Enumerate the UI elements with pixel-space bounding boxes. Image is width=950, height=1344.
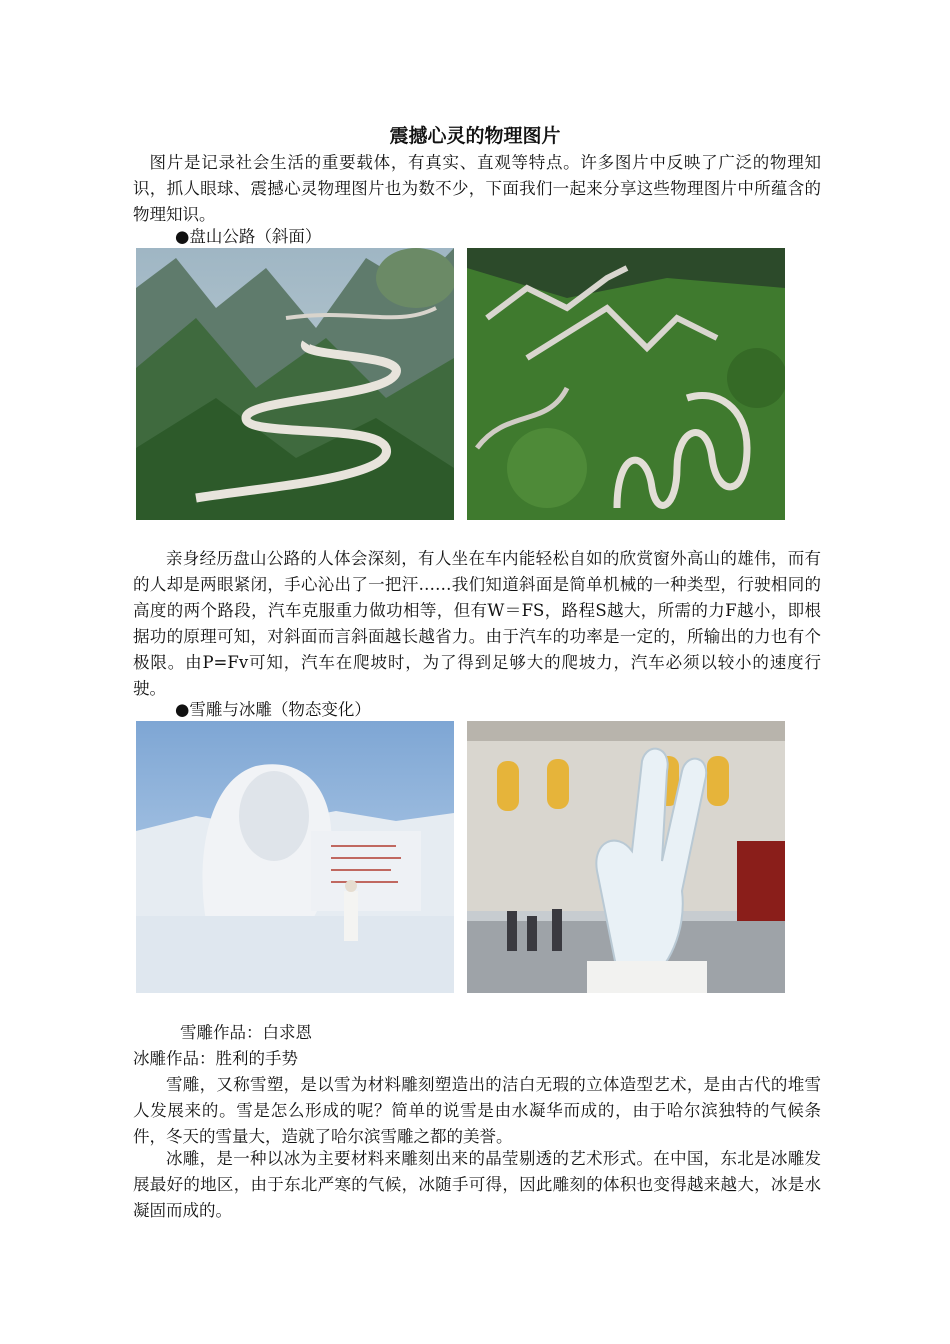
ice-sculpture-caption: 冰雕作品：胜利的手势 xyxy=(133,1049,298,1068)
page-title: 震撼心灵的物理图片 xyxy=(389,125,561,147)
section-heading-mountain-road: ●盘山公路（斜面） xyxy=(175,227,322,246)
section-heading-snow-ice: ●雪雕与冰雕（物态变化） xyxy=(175,700,371,719)
intro-paragraph: 图片是记录社会生活的重要载体，有真实、直观等特点。许多图片中反映了广泛的物理知识，抓人眼球、震撼心灵物理图片也为数不少，下面我们一起来分享这些物理图片中所蕴含的物理知识。 xyxy=(133,153,821,224)
ice-sculpture-photo xyxy=(467,721,785,993)
mountain-road-paragraph: 亲身经历盘山公路的人体会深刻，有人坐在车内能轻松自如的欣赏窗外高山的雄伟，而有的人却是两眼紧闭，手心沁出了一把汗……我们知道斜面是简单机械的一种类型，行驶相同的高度的两个路段，汽车克服重力做功相等，但有W＝FS，路程S越大，所需的力F越小，即根据功的原理可知，对斜面而言斜面越长越省力。由于汽车的功率是一定的，所输出的力也有个极限。由P=Fv可知，汽车在爬坡时，为了得到足够大的爬坡力，汽车必须以较小的速度行驶。 xyxy=(133,549,821,698)
snow-sculpture-paragraph: 雪雕，又称雪塑，是以雪为材料雕刻塑造出的洁白无瑕的立体造型艺术，是由古代的堆雪人发展来的。雪是怎么形成的呢？简单的说雪是由水凝华而成的，由于哈尔滨独特的气候条件，冬天的雪量大，造就了哈尔滨雪雕之都的美誉。 xyxy=(133,1075,821,1146)
mountain-road-photo-1 xyxy=(136,248,454,520)
ice-sculpture-paragraph: 冰雕，是一种以冰为主要材料来雕刻出来的晶莹剔透的艺术形式。在中国，东北是冰雕发展最好的地区，由于东北严寒的气候，冰随手可得，因此雕刻的体积也变得越来越大，冰是水凝固而成的。 xyxy=(133,1149,821,1220)
snow-sculpture-photo xyxy=(136,721,454,993)
mountain-road-photo-2 xyxy=(467,248,785,520)
snow-sculpture-caption: 雪雕作品：白求恩 xyxy=(180,1023,312,1042)
